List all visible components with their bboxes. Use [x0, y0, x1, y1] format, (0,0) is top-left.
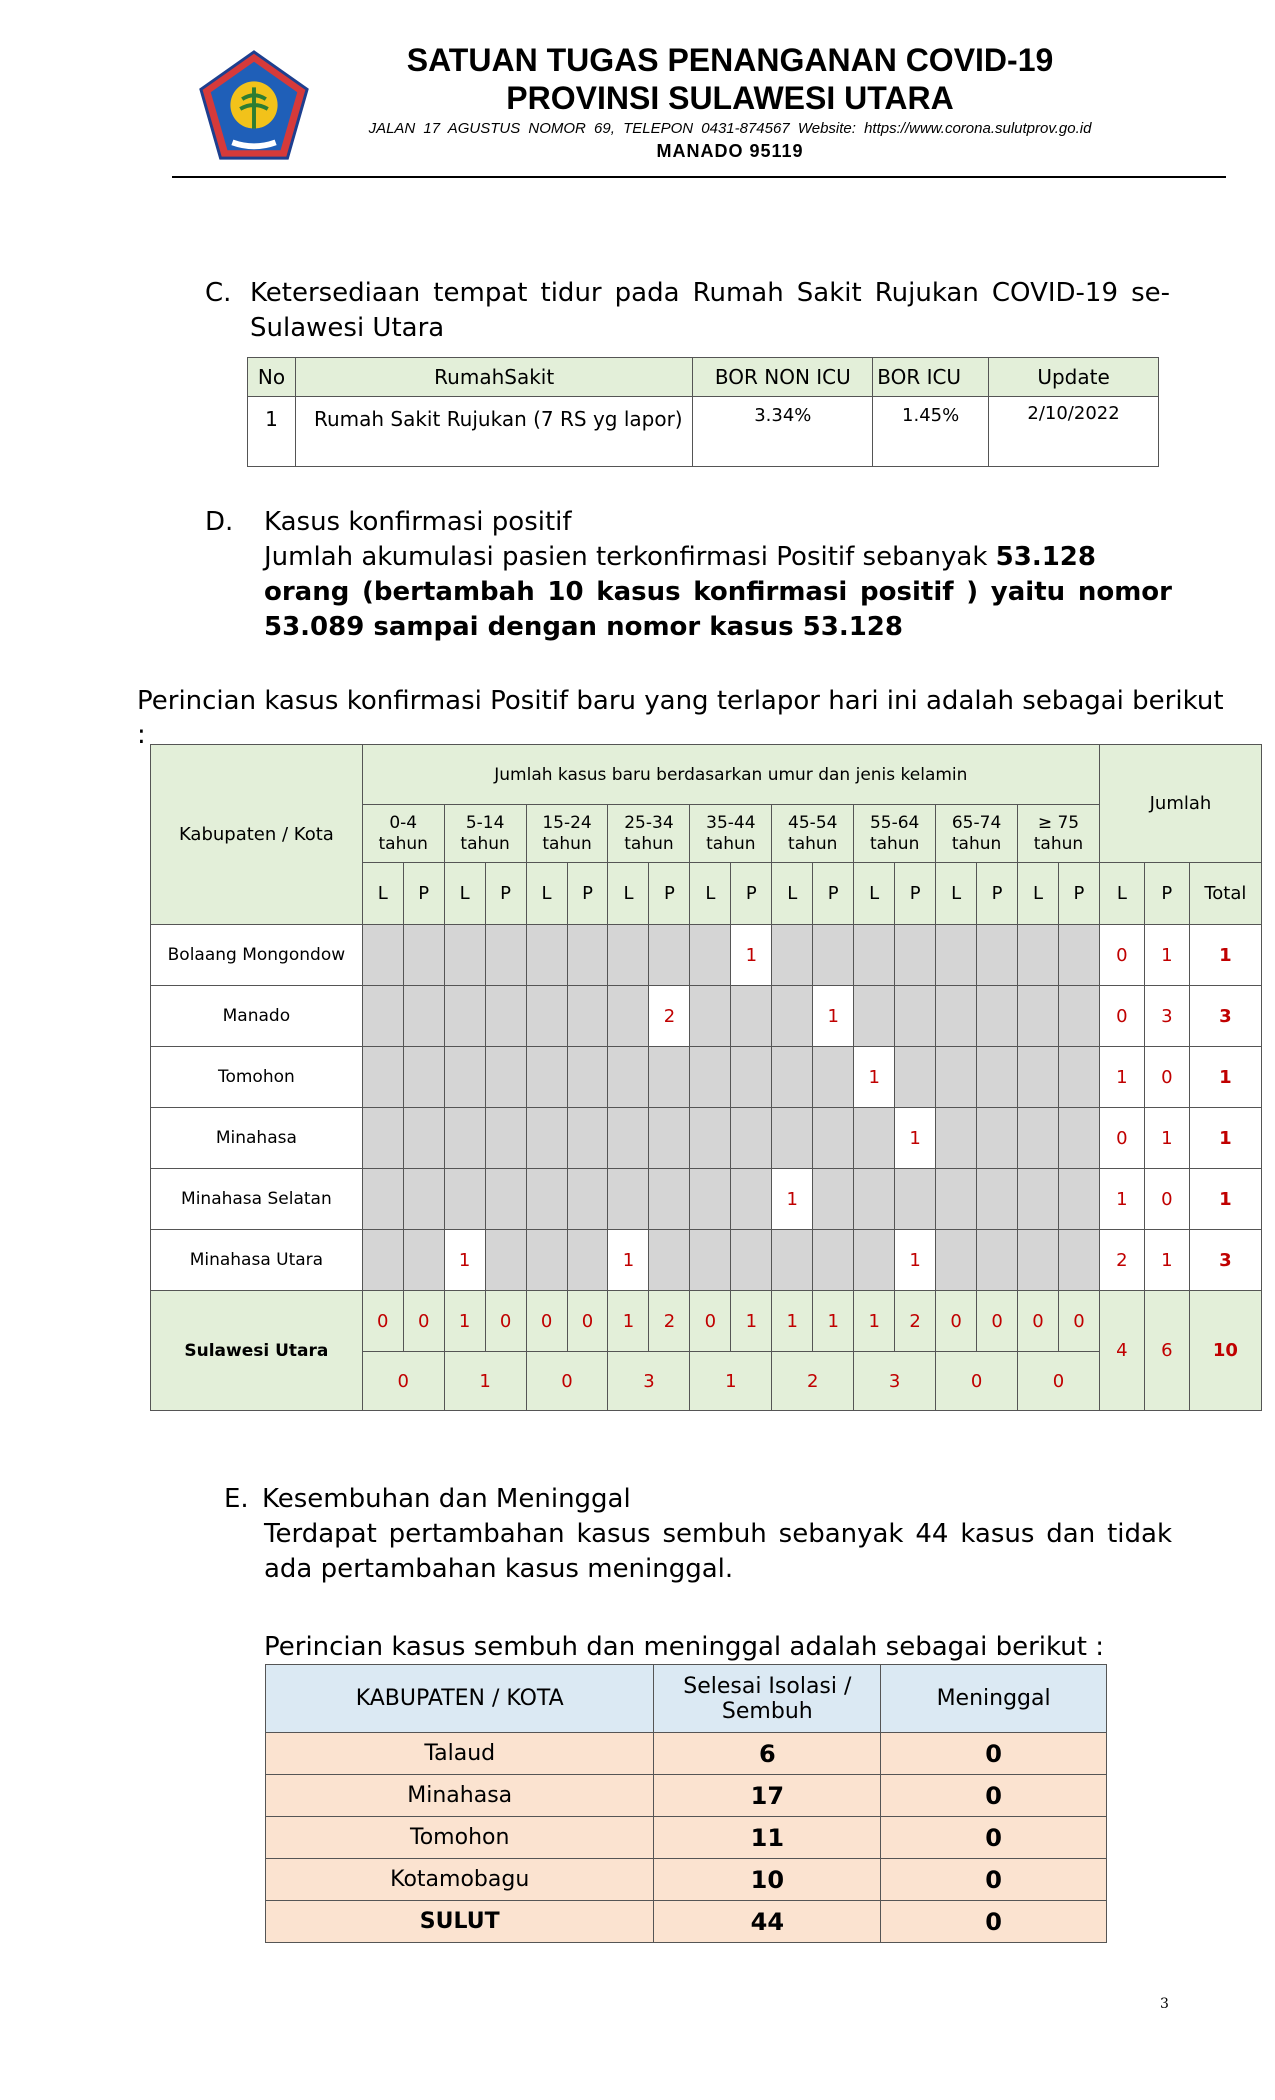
summary-age-total: 2 [772, 1352, 854, 1411]
age-unit: tahun [869, 833, 920, 854]
case-cell [567, 1169, 608, 1230]
case-cell [895, 925, 936, 986]
table-row [266, 1817, 1107, 1859]
org-title-line1: SATUAN TUGAS PENANGANAN COVID-19 [406, 42, 1054, 78]
summary-sex-total-p: 6 [1144, 1291, 1189, 1411]
case-cell [690, 925, 731, 986]
case-cell [608, 986, 649, 1047]
case-cell [444, 986, 485, 1047]
section-e-line1: Terdapat pertambahan kasus sembuh sebanyak 44 kasus dan tidak [264, 1519, 1172, 1549]
summary-sex-value: 0 [567, 1291, 608, 1352]
case-cell [567, 986, 608, 1047]
summary-sex-value: 1 [608, 1291, 649, 1352]
summary-sex-value: 1 [772, 1291, 813, 1352]
age-group-header [854, 805, 936, 863]
sex-header: L [608, 863, 649, 925]
case-cell [813, 1108, 854, 1169]
section-c-text-line1: Ketersediaan tempat tidur pada Rumah Sakit Rujukan COVID-19 se- [250, 278, 1170, 308]
death-count: 0 [881, 1901, 1107, 1943]
org-address: JALAN 17 AGUSTUS NOMOR 69, TELEPON 0431-874567 Website: https://www.corona.sulutprov.go.id [368, 120, 1092, 137]
summary-age-total: 3 [854, 1352, 936, 1411]
table-row [151, 1047, 1262, 1108]
case-cell [362, 1047, 403, 1108]
org-city: MANADO 95119 [656, 141, 804, 161]
total-header: Total [1189, 863, 1261, 925]
case-cell [772, 1230, 813, 1291]
age-group-header [362, 805, 444, 863]
case-cell [444, 1169, 485, 1230]
case-cell [854, 1230, 895, 1291]
case-cell: 1 [608, 1230, 649, 1291]
row-sex-total-p: 0 [1144, 1169, 1189, 1230]
row-sex-total-p: 3 [1144, 986, 1189, 1047]
header-age-sex-group: Jumlah kasus baru berdasarkan umur dan jenis kelamin [362, 745, 1099, 805]
sex-header: L [1099, 863, 1144, 925]
table-row [266, 1775, 1107, 1817]
case-cell [977, 1108, 1018, 1169]
case-cell [813, 925, 854, 986]
col-header-rumahsakit: RumahSakit [295, 358, 692, 397]
death-count: 0 [881, 1775, 1107, 1817]
case-cell [608, 1169, 649, 1230]
region-name: Kotamobagu [266, 1859, 654, 1901]
summary-sex-value: 2 [649, 1291, 690, 1352]
summary-sex-value: 0 [526, 1291, 567, 1352]
case-cell [649, 1169, 690, 1230]
section-c-text-line2: Sulawesi Utara [250, 313, 445, 343]
case-cell [731, 1230, 772, 1291]
provincial-coat-of-arms-icon [195, 48, 313, 166]
case-cell [936, 1169, 977, 1230]
summary-age-total: 1 [690, 1352, 772, 1411]
case-cell [1058, 1108, 1099, 1169]
table-row [266, 1859, 1107, 1901]
summary-sex-value: 0 [485, 1291, 526, 1352]
summary-sex-value: 0 [1018, 1291, 1059, 1352]
region-name: Minahasa [151, 1108, 363, 1169]
table-row [151, 1108, 1262, 1169]
age-unit: tahun [624, 833, 674, 854]
section-d-line1-normal: Jumlah akumulasi pasien terkonfirmasi Positif sebanyak [264, 542, 996, 572]
case-cell [362, 1169, 403, 1230]
case-cell [936, 1108, 977, 1169]
sex-header: P [403, 863, 444, 925]
summary-sex-value: 0 [977, 1291, 1018, 1352]
case-cell: 1 [854, 1047, 895, 1108]
age-unit: tahun [1033, 833, 1084, 854]
section-c-label: C. [205, 278, 232, 308]
case-cell [772, 1108, 813, 1169]
recovered-count: 17 [654, 1775, 881, 1817]
case-cell [362, 986, 403, 1047]
sex-header: P [977, 863, 1018, 925]
case-cell [977, 925, 1018, 986]
case-cell [1018, 925, 1059, 986]
summary-sex-value: 0 [403, 1291, 444, 1352]
sex-header: P [485, 863, 526, 925]
case-cell [485, 1108, 526, 1169]
case-cell [1058, 986, 1099, 1047]
case-cell [895, 986, 936, 1047]
summary-sex-value: 1 [731, 1291, 772, 1352]
section-e-title: Kesembuhan dan Meninggal [262, 1484, 631, 1514]
case-cell [813, 1169, 854, 1230]
case-cell [731, 1108, 772, 1169]
row-total: 1 [1189, 925, 1261, 986]
case-cell [690, 986, 731, 1047]
case-cell [772, 1047, 813, 1108]
case-cell [854, 1108, 895, 1169]
case-cell [485, 1169, 526, 1230]
case-cell [690, 1047, 731, 1108]
section-d-total-cases: 53.128 [995, 542, 1096, 572]
row-sex-total-l: 2 [1099, 1230, 1144, 1291]
age-range: 15-24 [542, 812, 592, 833]
case-cell [403, 925, 444, 986]
case-cell [649, 925, 690, 986]
summary-sex-value: 0 [1058, 1291, 1099, 1352]
case-cell [526, 1169, 567, 1230]
cell-bor-non-icu: 3.34% [693, 397, 873, 467]
row-sex-total-l: 0 [1099, 925, 1144, 986]
case-cell [731, 1169, 772, 1230]
case-cell [362, 1108, 403, 1169]
age-unit: tahun [706, 833, 756, 854]
row-total: 3 [1189, 1230, 1261, 1291]
table-row [151, 986, 1262, 1047]
table-row [266, 1733, 1107, 1775]
sex-header: P [731, 863, 772, 925]
age-range: 25-34 [624, 812, 674, 833]
case-cell [772, 925, 813, 986]
sex-header: P [1058, 863, 1099, 925]
summary-sex-value: 0 [690, 1291, 731, 1352]
case-cell [444, 1108, 485, 1169]
case-cell [403, 1169, 444, 1230]
age-group-header [772, 805, 854, 863]
summary-age-total: 0 [526, 1352, 608, 1411]
case-cell [1058, 1230, 1099, 1291]
sex-header: P [1144, 863, 1189, 925]
age-unit: tahun [460, 833, 510, 854]
sex-header: L [936, 863, 977, 925]
sex-header: L [526, 863, 567, 925]
case-cell [403, 986, 444, 1047]
table-row [151, 1169, 1262, 1230]
case-cell [936, 986, 977, 1047]
age-group-header [690, 805, 772, 863]
col-header-no: No [248, 358, 296, 397]
death-count: 0 [881, 1817, 1107, 1859]
region-name: Bolaang Mongondow [151, 925, 363, 986]
case-cell [485, 1047, 526, 1108]
region-name: Minahasa Utara [151, 1230, 363, 1291]
region-name: Minahasa [266, 1775, 654, 1817]
sex-header: L [444, 863, 485, 925]
cell-update: 2/10/2022 [989, 397, 1159, 467]
row-total: 1 [1189, 1047, 1261, 1108]
summary-sex-value: 1 [854, 1291, 895, 1352]
table-row [248, 397, 1159, 467]
sex-header: L [772, 863, 813, 925]
cell-no: 1 [248, 397, 296, 467]
age-range: 35-44 [706, 812, 756, 833]
age-group-header [608, 805, 690, 863]
case-cell [526, 1108, 567, 1169]
section-e-line2: ada pertambahan kasus meninggal. [264, 1554, 734, 1584]
case-cell [1018, 1047, 1059, 1108]
summary-age-total: 0 [362, 1352, 444, 1411]
summary-sex-total-l: 4 [1099, 1291, 1144, 1411]
region-name: Tomohon [266, 1817, 654, 1859]
case-cell [1058, 925, 1099, 986]
summary-age-total: 3 [608, 1352, 690, 1411]
case-cell [403, 1047, 444, 1108]
case-cell [690, 1169, 731, 1230]
case-cell [690, 1230, 731, 1291]
row-sex-total-l: 1 [1099, 1169, 1144, 1230]
bed-availability-table [247, 357, 1159, 467]
case-cell [608, 1108, 649, 1169]
case-cell [936, 925, 977, 986]
col-header-bor-icu: BOR ICU [873, 358, 989, 397]
age-range: 65-74 [951, 812, 1002, 833]
case-cell [403, 1108, 444, 1169]
case-cell [485, 1230, 526, 1291]
table-row [151, 925, 1262, 986]
row-total: 3 [1189, 986, 1261, 1047]
summary-age-total: 0 [1018, 1352, 1100, 1411]
summary-age-total: 0 [936, 1352, 1018, 1411]
header-region: Kabupaten / Kota [151, 745, 363, 925]
case-cell [649, 1108, 690, 1169]
case-cell [1058, 1047, 1099, 1108]
case-cell [690, 1108, 731, 1169]
case-cell [649, 1047, 690, 1108]
case-cell: 1 [731, 925, 772, 986]
col-header-bor-non-icu: BOR NON ICU [693, 358, 873, 397]
section-d-line3: 53.089 sampai dengan nomor kasus 53.128 [264, 612, 903, 642]
region-name: SULUT [266, 1901, 654, 1943]
case-cell [1018, 1108, 1059, 1169]
col-header-deaths: Meninggal [881, 1665, 1107, 1733]
case-cell [567, 1108, 608, 1169]
table-row [151, 1230, 1262, 1291]
case-cell [444, 1047, 485, 1108]
age-unit: tahun [378, 833, 428, 854]
case-cell [362, 925, 403, 986]
case-cell [608, 1047, 649, 1108]
case-cell [772, 986, 813, 1047]
age-range: 45-54 [788, 812, 838, 833]
sex-header: L [1018, 863, 1059, 925]
case-cell [813, 1047, 854, 1108]
case-cell [526, 925, 567, 986]
case-cell [1018, 1230, 1059, 1291]
case-cell [977, 1230, 1018, 1291]
summary-sex-value: 0 [936, 1291, 977, 1352]
col-header-recovered: Selesai Isolasi / Sembuh [654, 1665, 881, 1733]
case-cell [977, 1047, 1018, 1108]
age-group-header [936, 805, 1018, 863]
recovered-count: 11 [654, 1817, 881, 1859]
summary-sex-value: 1 [813, 1291, 854, 1352]
age-range: 55-64 [869, 812, 920, 833]
summary-region-name: Sulawesi Utara [151, 1291, 363, 1411]
case-cell [854, 986, 895, 1047]
section-d-line1 [264, 540, 1172, 574]
table-header-row [266, 1665, 1107, 1733]
case-cell [526, 1047, 567, 1108]
case-cell [895, 1047, 936, 1108]
row-sex-total-p: 0 [1144, 1047, 1189, 1108]
case-cell [567, 1230, 608, 1291]
case-cell: 1 [895, 1108, 936, 1169]
section-e-intro: Perincian kasus sembuh dan meninggal adalah sebagai berikut : [264, 1632, 1104, 1662]
row-sex-total-p: 1 [1144, 925, 1189, 986]
case-cell [854, 1169, 895, 1230]
org-title-line2: PROVINSI SULAWESI UTARA [506, 80, 954, 116]
case-cell [444, 925, 485, 986]
death-count: 0 [881, 1859, 1107, 1901]
age-range: 0-4 [389, 812, 418, 833]
table-row [266, 1901, 1107, 1943]
row-sex-total-p: 1 [1144, 1108, 1189, 1169]
row-sex-total-l: 0 [1099, 986, 1144, 1047]
header-total-group: Jumlah [1099, 745, 1261, 863]
sex-header: P [895, 863, 936, 925]
case-cell [1058, 1169, 1099, 1230]
region-name: Minahasa Selatan [151, 1169, 363, 1230]
col-header-update: Update [989, 358, 1159, 397]
case-cell [567, 925, 608, 986]
case-cell [567, 1047, 608, 1108]
age-group-header [444, 805, 526, 863]
recovered-count: 44 [654, 1901, 881, 1943]
region-name: Manado [151, 986, 363, 1047]
sex-header: L [690, 863, 731, 925]
case-cell [649, 1230, 690, 1291]
summary-age-total: 1 [444, 1352, 526, 1411]
summary-sex-value: 0 [362, 1291, 403, 1352]
age-group-header [1018, 805, 1100, 863]
grand-total: 10 [1189, 1291, 1261, 1411]
case-cell: 1 [813, 986, 854, 1047]
case-cell [1018, 986, 1059, 1047]
recovered-count: 10 [654, 1859, 881, 1901]
case-cell [485, 986, 526, 1047]
sex-header: L [854, 863, 895, 925]
section-d-line2: orang (bertambah 10 kasus konfirmasi positif ) yaitu nomor [264, 577, 1172, 607]
age-unit: tahun [788, 833, 838, 854]
case-cell [936, 1047, 977, 1108]
case-cell [813, 1230, 854, 1291]
table-header-row [248, 358, 1159, 397]
death-count: 0 [881, 1733, 1107, 1775]
col-header-region: KABUPATEN / KOTA [266, 1665, 654, 1733]
case-cell [936, 1230, 977, 1291]
row-sex-total-p: 1 [1144, 1230, 1189, 1291]
section-d-title: Kasus konfirmasi positif [264, 507, 572, 537]
region-name: Talaud [266, 1733, 654, 1775]
case-cell: 2 [649, 986, 690, 1047]
case-cell [731, 986, 772, 1047]
section-d-intro: Perincian kasus konfirmasi Positif baru yang terlapor hari ini adalah sebagai berikut : [137, 686, 1224, 750]
sex-header: P [813, 863, 854, 925]
case-cell [977, 1169, 1018, 1230]
header-divider [172, 176, 1226, 178]
positive-cases-table [150, 744, 1262, 1411]
row-total: 1 [1189, 1108, 1261, 1169]
section-d-label: D. [205, 507, 234, 537]
row-total: 1 [1189, 1169, 1261, 1230]
page-number: 3 [1160, 1996, 1169, 2012]
case-cell [526, 1230, 567, 1291]
age-range: 5-14 [465, 812, 505, 833]
case-cell [485, 925, 526, 986]
case-cell [854, 925, 895, 986]
case-cell [362, 1230, 403, 1291]
case-cell [977, 986, 1018, 1047]
case-cell [731, 1047, 772, 1108]
recovery-table [265, 1664, 1107, 1943]
region-name: Tomohon [151, 1047, 363, 1108]
row-sex-total-l: 0 [1099, 1108, 1144, 1169]
row-sex-total-l: 1 [1099, 1047, 1144, 1108]
case-cell [403, 1230, 444, 1291]
section-e-label: E. [224, 1484, 249, 1514]
case-cell [526, 986, 567, 1047]
case-cell: 1 [895, 1230, 936, 1291]
age-range: ≥ 75 [1037, 812, 1080, 833]
sex-header: P [649, 863, 690, 925]
age-group-header [526, 805, 608, 863]
case-cell: 1 [772, 1169, 813, 1230]
summary-sex-value: 1 [444, 1291, 485, 1352]
age-unit: tahun [951, 833, 1002, 854]
cell-rumahsakit: Rumah Sakit Rujukan (7 RS yg lapor) [295, 397, 692, 467]
case-cell [895, 1169, 936, 1230]
age-unit: tahun [542, 833, 592, 854]
cell-bor-icu: 1.45% [873, 397, 989, 467]
sex-header: P [567, 863, 608, 925]
sex-header: L [362, 863, 403, 925]
case-cell [1018, 1169, 1059, 1230]
case-cell [608, 925, 649, 986]
case-cell: 1 [444, 1230, 485, 1291]
recovered-count: 6 [654, 1733, 881, 1775]
summary-sex-value: 2 [895, 1291, 936, 1352]
